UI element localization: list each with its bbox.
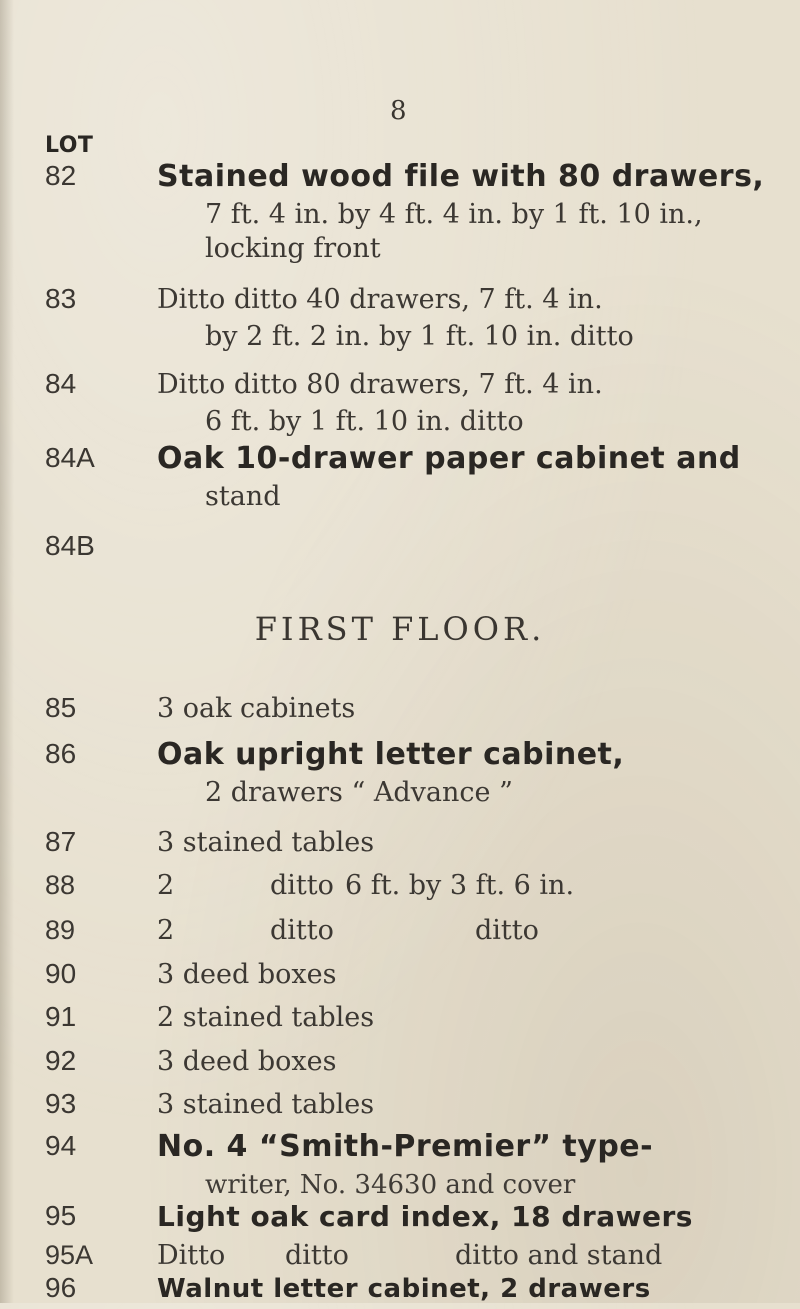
lot-dimensions: 6 ft. by 3 ft. 6 in. [345,870,575,901]
lot-title: Oak upright letter cabinet, [157,737,625,772]
lot-number: 88 [45,870,76,900]
lot-column-heading: LOT [45,133,94,158]
lot-number: 85 [45,692,77,723]
lot-number: 82 [45,160,77,191]
lot-description: by 2 ft. 2 in. by 1 ft. 10 in. ditto [205,321,634,352]
lot-description: ditto [270,915,334,946]
section-heading: FIRST FLOOR. [254,610,546,648]
lot-title: Stained wood file with 80 drawers, [157,159,765,194]
lot-description: 3 oak cabinets [157,693,356,724]
lot-description: ditto [285,1240,349,1271]
lot-number: 83 [45,283,77,314]
lot-number: 84A [45,442,95,473]
lot-title: Walnut letter cabinet, 2 drawers [157,1274,651,1304]
lot-title: No. 4 “Smith-Premier” type- [157,1129,654,1164]
lot-quantity: 2 [157,915,175,946]
lot-quantity: 2 [157,870,175,901]
lot-number: 89 [45,915,76,945]
lot-dimensions: ditto [475,915,539,946]
lot-description: 3 deed boxes [157,1046,337,1077]
lot-description: stand [205,481,281,512]
lot-number: 84 [45,368,77,399]
lot-description: 2 stained tables [157,1002,375,1033]
lot-description: Ditto [157,1240,226,1271]
lot-number: 87 [45,826,77,857]
lot-number: 90 [45,958,77,989]
page-edge-shadow [0,0,14,1303]
lot-description: ditto [270,870,334,901]
lot-description: ditto and stand [455,1240,663,1271]
lot-number: 94 [45,1130,77,1161]
lot-description: 3 stained tables [157,1089,375,1120]
lot-number: 96 [45,1272,77,1303]
lot-number: 95 [45,1200,77,1231]
lot-description: writer, No. 34630 and cover [205,1170,576,1200]
lot-description: Ditto ditto 80 drawers, 7 ft. 4 in. [157,369,603,400]
lot-number: 95A [45,1240,94,1270]
lot-description: 3 deed boxes [157,959,337,990]
lot-description: 7 ft. 4 in. by 4 ft. 4 in. by 1 ft. 10 in., [205,199,703,230]
lot-description: 6 ft. by 1 ft. 10 in. ditto [205,406,524,437]
lot-number: 84B [45,530,95,561]
lot-title: Light oak card index, 18 drawers [157,1200,693,1233]
lot-number: 86 [45,738,77,769]
lot-title: Oak 10-drawer paper cabinet and [157,441,741,476]
lot-description: Ditto ditto 40 drawers, 7 ft. 4 in. [157,284,603,315]
lot-number: 91 [45,1001,77,1032]
lot-number: 92 [45,1045,77,1076]
page-number: 8 [390,96,407,126]
lot-description: 3 stained tables [157,827,375,858]
lot-description: locking front [205,233,381,264]
lot-number: 93 [45,1088,77,1119]
lot-description: 2 drawers “ Advance ” [205,777,513,808]
